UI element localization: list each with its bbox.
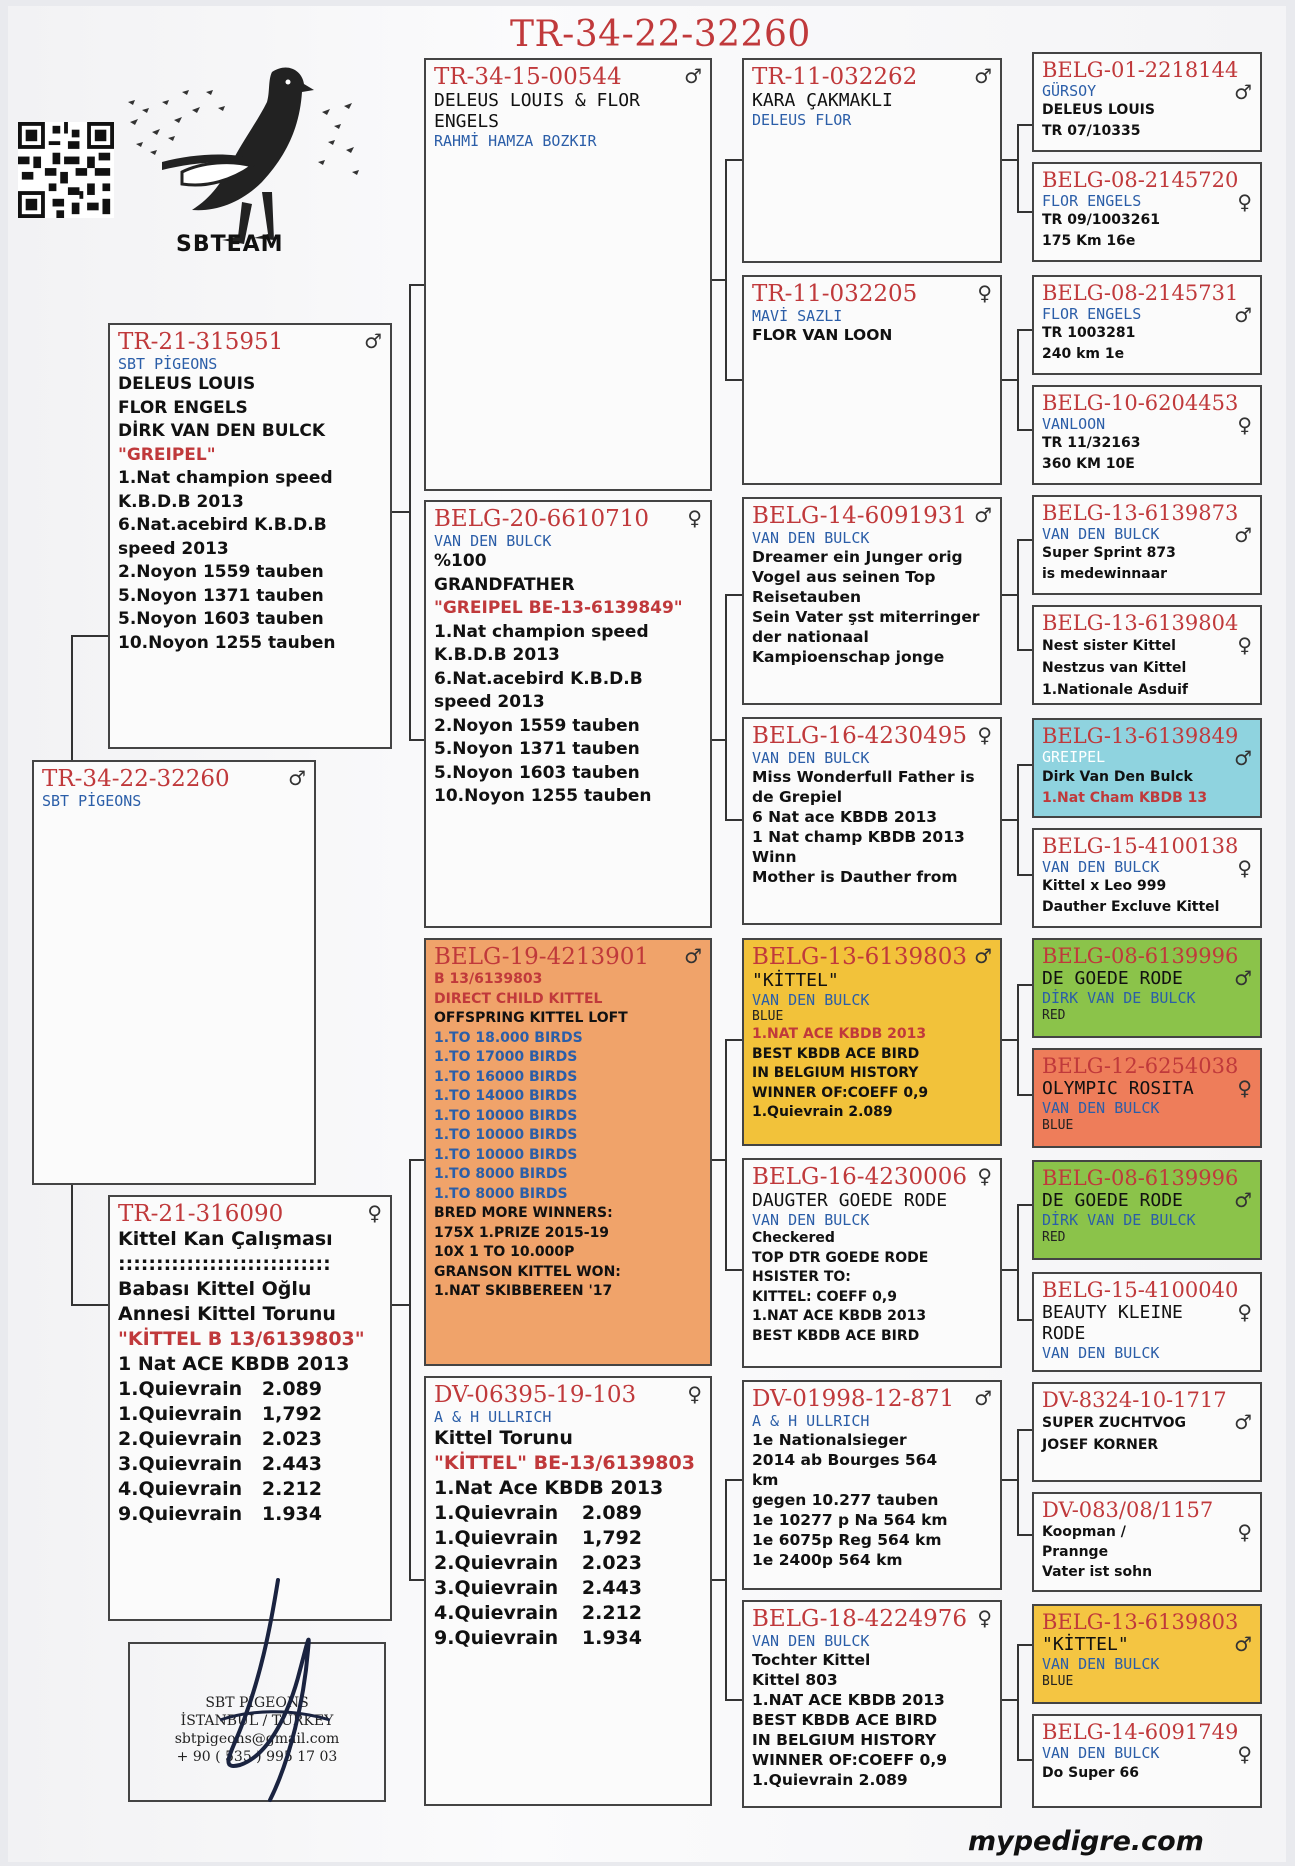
race: 1.Quievrain <box>118 1378 243 1400</box>
g3-owner: DELEUS FLOR <box>752 111 852 129</box>
female-icon: ♀ <box>1237 413 1252 437</box>
g4-ring: BELG-08-2145720 <box>1042 168 1239 192</box>
g4-line: is medewinnaar <box>1042 566 1168 582</box>
coef: 2.089 <box>581 1502 642 1524</box>
g3-color: BLUE <box>752 1009 784 1024</box>
ss-owner: RAHMİ HAMZA BOZKIR <box>434 132 597 150</box>
result-row <box>118 1427 382 1452</box>
g4-ring: BELG-01-2218144 <box>1042 58 1239 82</box>
male-icon: ♂ <box>1234 1632 1252 1656</box>
male-icon: ♂ <box>974 1386 992 1410</box>
g3-card <box>742 1380 1002 1590</box>
g4-line: Vater ist sohn <box>1042 1564 1153 1580</box>
ds-headline: OFFSPRING KITTEL LOFT <box>434 1010 628 1026</box>
g4-owner: VANLOON <box>1042 415 1106 433</box>
female-icon: ♀ <box>1237 633 1252 657</box>
male-icon: ♂ <box>1234 523 1252 547</box>
g4-ring: DV-8324-10-1717 <box>1042 1388 1227 1412</box>
g4-line: Dirk Van Den Bulck <box>1042 769 1193 785</box>
sd-owner: VAN DEN BULCK <box>434 532 552 550</box>
sd-result: 5.Noyon 1603 tauben <box>434 762 640 783</box>
female-icon: ♀ <box>1237 1742 1252 1766</box>
g4-ring: BELG-13-6139873 <box>1042 501 1239 525</box>
g3-line: Sein Vater şst miterringer <box>752 608 980 626</box>
dd-owner: A & H ULLRICH <box>434 1408 552 1426</box>
dam-dam-card <box>424 1376 712 1806</box>
sd-ring: BELG-20-6610710 <box>434 506 650 532</box>
stamp-line: SBT PİGEONS <box>205 1695 309 1711</box>
coef: 2.443 <box>261 1453 322 1475</box>
sd-line: GRANDFATHER <box>434 574 575 595</box>
dam-sire-card <box>424 938 712 1366</box>
dam-line: :::::::::::::::::::::::::::: <box>118 1253 331 1275</box>
g4-card <box>1032 1714 1262 1808</box>
g4-line: 240 km 1e <box>1042 346 1125 362</box>
g3-owner: A & H ULLRICH <box>752 1412 870 1430</box>
g3-card <box>742 275 1002 485</box>
coef: 1,792 <box>581 1527 642 1549</box>
g4-ring: BELG-15-4100138 <box>1042 834 1239 858</box>
g4-card <box>1032 938 1262 1038</box>
result-row <box>434 1601 702 1626</box>
g4-owner: VAN DEN BULCK <box>1042 1344 1160 1362</box>
sire-line: 1.Nat champion speed <box>118 468 333 488</box>
g4-name: DE GOEDE RODE <box>1042 968 1183 989</box>
stamp-line: + 90 ( 535 ) 995 17 03 <box>176 1749 338 1765</box>
sd-result: 6.Nat.acebird K.B.D.B <box>434 668 643 689</box>
ds-tag: DIRECT CHILD KITTEL <box>434 990 603 1007</box>
g4-owner: GREIPEL <box>1042 748 1106 766</box>
g3-name: MAVİ SAZLI <box>752 307 843 325</box>
dd-line: Kittel Torunu <box>434 1427 573 1449</box>
sd-highlight: "GREIPEL BE-13-6139849" <box>434 598 683 618</box>
g3-ring: BELG-13-6139803 <box>752 944 968 970</box>
female-icon: ♀ <box>367 1201 382 1225</box>
g4-line: Nest sister Kittel <box>1042 638 1176 654</box>
result-row <box>118 1502 382 1527</box>
g4-card <box>1032 1048 1262 1148</box>
male-icon: ♂ <box>1234 1188 1252 1212</box>
g4-card <box>1032 1604 1262 1704</box>
sire-line: 5.Noyon 1371 tauben <box>118 585 324 606</box>
g4-ring: BELG-12-6254038 <box>1042 1054 1239 1078</box>
ds-result: 1.TO 17000 BIRDS <box>434 1049 578 1065</box>
g3-line: Tochter Kittel <box>752 1651 871 1669</box>
g3-line: Winn <box>752 848 797 866</box>
g3-owner: VAN DEN BULCK <box>752 1211 870 1229</box>
dam-line: Babası Kittel Oğlu <box>118 1278 312 1300</box>
g3-line: Dreamer ein Junger orig <box>752 548 963 566</box>
g4-line: 1.Nationale Asduif <box>1042 682 1188 698</box>
g4-ring: DV-083/08/1157 <box>1042 1498 1214 1522</box>
g3-ring: BELG-14-6091931 <box>752 503 968 529</box>
g3-owner: VAN DEN BULCK <box>752 991 870 1009</box>
g3-ring: DV-01998-12-871 <box>752 1386 955 1412</box>
dam-line: Kittel Kan Çalışması <box>118 1228 333 1250</box>
male-icon: ♂ <box>1234 1410 1252 1434</box>
g4-line: Prannge <box>1042 1544 1109 1560</box>
g4-card <box>1032 828 1262 928</box>
g4-line: 1.Nat Cham KBDB 13 <box>1042 790 1208 806</box>
g3-card <box>742 717 1002 925</box>
g4-line: Nestzus van Kittel <box>1042 660 1187 676</box>
male-icon: ♂ <box>364 329 382 353</box>
g4-name: DE GOEDE RODE <box>1042 1190 1183 1211</box>
g4-line: SUPER ZUCHTVOG <box>1042 1415 1186 1431</box>
coef: 2.023 <box>261 1428 322 1450</box>
race: 2.Quievrain <box>434 1552 559 1574</box>
g4-line: Koopman / <box>1042 1524 1126 1540</box>
g4-ring: BELG-13-6139803 <box>1042 1610 1239 1634</box>
g4-ring: BELG-08-6139996 <box>1042 944 1239 968</box>
g3-card <box>742 58 1002 263</box>
g4-owner: VAN DEN BULCK <box>1042 525 1160 543</box>
sire-card <box>108 323 392 749</box>
result-row <box>434 1576 702 1601</box>
ds-result: 1.TO 10000 BIRDS <box>434 1107 578 1124</box>
g4-card <box>1032 1160 1262 1260</box>
g3-line: KITTEL: COEFF 0,9 <box>752 1288 897 1305</box>
g4-color: RED <box>1042 1230 1066 1245</box>
sire-line: speed 2013 <box>118 538 229 559</box>
subject-card <box>32 760 316 1185</box>
race: 9.Quievrain <box>118 1503 243 1525</box>
g3-line: Vogel aus seinen Top <box>752 568 936 586</box>
g3-line: Miss Wonderfull Father is <box>752 768 975 786</box>
g3-line: Kittel 803 <box>752 1671 838 1689</box>
footer-site: mypedigre.com <box>968 1826 1204 1857</box>
g3-name: DAUGTER GOEDE RODE <box>752 1190 948 1211</box>
g3-line: 1 Nat champ KBDB 2013 <box>752 828 965 846</box>
g3-line: 6 Nat ace KBDB 2013 <box>752 808 938 826</box>
coef: 2.023 <box>581 1552 642 1574</box>
coef: 1,792 <box>261 1403 322 1425</box>
g3-line: 1e Nationalsieger <box>752 1431 907 1449</box>
ss-breeder: ENGELS <box>434 111 500 132</box>
male-icon: ♂ <box>1234 966 1252 990</box>
g4-owner: VAN DEN BULCK <box>1042 1744 1160 1762</box>
sire-line: K.B.D.B 2013 <box>118 491 244 512</box>
g3-name: "KİTTEL" <box>752 970 839 991</box>
g3-name: KARA ÇAKMAKLI <box>752 90 893 111</box>
g4-card <box>1032 1382 1262 1482</box>
race: 9.Quievrain <box>434 1627 559 1649</box>
g3-line: 1.NAT ACE KBDB 2013 <box>752 1308 927 1324</box>
g4-ring: BELG-08-6139996 <box>1042 1166 1239 1190</box>
coef: 2.443 <box>581 1577 642 1599</box>
sire-line: 5.Noyon 1603 tauben <box>118 609 324 629</box>
g4-name: "KİTTEL" <box>1042 1634 1129 1655</box>
coef: 2.212 <box>261 1478 322 1500</box>
g3-line: Kampioenschap jonge <box>752 648 945 666</box>
g3-line: 1.Quievrain 2.089 <box>752 1104 893 1120</box>
g4-card <box>1032 1272 1262 1372</box>
female-icon: ♀ <box>1237 1520 1252 1544</box>
ds-result: 1.TO 10000 BIRDS <box>434 1146 578 1163</box>
g3-line: HSISTER TO: <box>752 1269 851 1285</box>
ss-breeder: DELEUS LOUIS & FLOR <box>434 90 640 111</box>
dam-card <box>108 1195 392 1621</box>
result-row <box>434 1501 702 1526</box>
female-icon: ♀ <box>977 723 992 747</box>
g3-line: 1e 10277 p Na 564 km <box>752 1511 948 1529</box>
female-icon: ♀ <box>977 281 992 305</box>
g4-line: TR 09/1003261 <box>1042 212 1160 228</box>
g3-line: der nationaal <box>752 628 869 646</box>
g4-card <box>1032 1492 1262 1592</box>
ds-result: 1.TO 10000 BIRDS <box>434 1127 578 1143</box>
dam-line: "KİTTEL B 13/6139803" <box>118 1328 365 1350</box>
result-row <box>434 1626 702 1651</box>
race: 2.Quievrain <box>118 1428 243 1450</box>
ds-result: 1.TO 8000 BIRDS <box>434 1185 568 1202</box>
g3-line: Checkered <box>752 1230 835 1246</box>
logo-text: SBTEAM <box>176 232 284 257</box>
g4-line: Do Super 66 <box>1042 1765 1139 1781</box>
g4-card <box>1032 275 1262 375</box>
ss-ring: TR-34-15-00544 <box>434 64 622 90</box>
male-icon: ♂ <box>288 766 306 790</box>
race: 3.Quievrain <box>434 1577 559 1599</box>
g3-line: FLOR VAN LOON <box>752 326 893 344</box>
race: 4.Quievrain <box>118 1478 243 1500</box>
g4-owner: VAN DEN BULCK <box>1042 1099 1160 1117</box>
g3-ring: BELG-16-4230495 <box>752 723 968 749</box>
coef: 1.934 <box>261 1503 322 1525</box>
ds-result: 1.TO 14000 BIRDS <box>434 1088 578 1104</box>
sire-line: DELEUS LOUIS <box>118 374 256 394</box>
g3-line: IN BELGIUM HISTORY <box>752 1731 937 1749</box>
g3-card <box>742 938 1002 1146</box>
g4-line: 175 Km 16e <box>1042 233 1136 249</box>
g4-color: RED <box>1042 1008 1066 1023</box>
result-row <box>118 1452 382 1477</box>
sd-result: K.B.D.B 2013 <box>434 645 560 665</box>
g4-line: JOSEF KORNER <box>1042 1437 1159 1453</box>
female-icon: ♀ <box>1237 190 1252 214</box>
sd-result: speed 2013 <box>434 692 545 712</box>
g3-line: BEST KBDB ACE BIRD <box>752 1045 920 1062</box>
g4-owner: VAN DEN BULCK <box>1042 1655 1160 1673</box>
g4-ring: BELG-10-6204453 <box>1042 391 1239 415</box>
ds-ring: BELG-19-4213901 <box>434 944 650 970</box>
race: 1.Quievrain <box>118 1403 243 1425</box>
g3-line: WINNER OF:COEFF 0,9 <box>752 1751 948 1769</box>
g4-line: TR 1003281 <box>1042 325 1136 341</box>
sire-line: 6.Nat.acebird K.B.D.B <box>118 515 327 535</box>
g3-line: WINNER OF:COEFF 0,9 <box>752 1084 929 1101</box>
g4-ring: BELG-13-6139804 <box>1042 611 1239 635</box>
sire-dam-card <box>424 500 712 928</box>
g3-ring: TR-11-032205 <box>752 281 918 307</box>
dam-line: Annesi Kittel Torunu <box>118 1303 336 1325</box>
ds-line: BRED MORE WINNERS: <box>434 1205 613 1221</box>
ds-line: GRANSON KITTEL WON: <box>434 1263 621 1280</box>
g4-card <box>1032 162 1262 262</box>
race: 1.Quievrain <box>434 1502 559 1524</box>
g4-line: 360 KM 10E <box>1042 456 1135 472</box>
g4-line: Dauther Excluve Kittel <box>1042 899 1220 915</box>
g3-line: BEST KBDB ACE BIRD <box>752 1327 920 1344</box>
g4-ring: BELG-08-2145731 <box>1042 281 1239 305</box>
g4-line: TR 07/10335 <box>1042 123 1141 139</box>
male-icon: ♂ <box>974 64 992 88</box>
sd-result: 1.Nat champion speed <box>434 621 649 642</box>
g3-line: 1.Quievrain 2.089 <box>752 1771 908 1789</box>
result-row <box>434 1551 702 1576</box>
g3-line: 2014 ab Bourges 564 <box>752 1451 938 1469</box>
g3-card <box>742 1158 1002 1368</box>
sd-result: 5.Noyon 1371 tauben <box>434 739 640 759</box>
g4-line: TR 11/32163 <box>1042 435 1141 451</box>
male-icon: ♂ <box>1234 303 1252 327</box>
signature-icon <box>200 1570 360 1810</box>
g4-owner: FLOR ENGELS <box>1042 192 1142 210</box>
g3-line: Mother is Dauther from <box>752 868 958 886</box>
ds-sub: B 13/6139803 <box>434 971 543 987</box>
g3-ring: BELG-18-4224976 <box>752 1606 968 1632</box>
g3-line: 1.NAT ACE KBDB 2013 <box>752 1691 945 1709</box>
g3-line: 1e 6075p Reg 564 km <box>752 1531 942 1549</box>
dd-ring: DV-06395-19-103 <box>434 1382 637 1408</box>
dd-ace: 1.Nat Ace KBDB 2013 <box>434 1477 664 1499</box>
ds-line: 10X 1 TO 10.000P <box>434 1244 575 1260</box>
sd-result: 10.Noyon 1255 tauben <box>434 786 652 806</box>
ds-result: 1.TO 8000 BIRDS <box>434 1166 568 1182</box>
male-icon: ♂ <box>684 944 702 968</box>
subject-owner: SBT PİGEONS <box>42 792 142 810</box>
ds-result: 1.TO 16000 BIRDS <box>434 1068 578 1085</box>
female-icon: ♀ <box>1237 1300 1252 1324</box>
g4-ring: BELG-14-6091749 <box>1042 1720 1239 1744</box>
result-row <box>118 1377 382 1402</box>
g3-line: 1e 2400p 564 km <box>752 1551 903 1569</box>
sd-result: 2.Noyon 1559 tauben <box>434 715 640 736</box>
g3-line: Reisetauben <box>752 588 862 606</box>
g3-line: IN BELGIUM HISTORY <box>752 1065 919 1081</box>
g3-line: de Grepiel <box>752 788 843 806</box>
g4-color: BLUE <box>1042 1118 1074 1133</box>
g3-line: TOP DTR GOEDE RODE <box>752 1249 929 1266</box>
qr-code-icon <box>18 122 114 218</box>
stamp-line: sbtpigeons@gmail.com <box>174 1731 340 1747</box>
g4-card <box>1032 495 1262 595</box>
g4-card <box>1032 385 1262 485</box>
male-icon: ♂ <box>974 944 992 968</box>
g4-owner: DİRK VAN DE BULCK <box>1042 1211 1196 1229</box>
subject-ring: TR-34-22-32260 <box>42 766 230 792</box>
g4-line: DELEUS LOUIS <box>1042 102 1155 118</box>
sire-sire-card <box>424 58 712 491</box>
female-icon: ♀ <box>687 506 702 530</box>
g3-line: 1.NAT ACE KBDB 2013 <box>752 1026 927 1042</box>
male-icon: ♂ <box>1234 746 1252 770</box>
g3-line: BEST KBDB ACE BIRD <box>752 1711 938 1729</box>
female-icon: ♀ <box>977 1606 992 1630</box>
female-icon: ♀ <box>977 1164 992 1188</box>
sire-line: 10.Noyon 1255 tauben <box>118 632 336 653</box>
female-icon: ♀ <box>687 1382 702 1406</box>
g4-owner: GÜRSOY <box>1042 82 1097 100</box>
sire-line: FLOR ENGELS <box>118 397 248 418</box>
g4-card <box>1032 605 1262 705</box>
g3-owner: VAN DEN BULCK <box>752 749 870 767</box>
g4-owner: FLOR ENGELS <box>1042 305 1142 323</box>
g3-card <box>742 497 1002 705</box>
coef: 2.212 <box>581 1602 642 1624</box>
g4-card <box>1032 718 1262 818</box>
ds-line: 1.NAT SKIBBEREEN '17 <box>434 1283 613 1299</box>
ds-line: 175X 1.PRIZE 2015-19 <box>434 1224 610 1241</box>
g4-ring: BELG-15-4100040 <box>1042 1278 1239 1302</box>
g3-owner: VAN DEN BULCK <box>752 529 870 547</box>
g4-owner: VAN DEN BULCK <box>1042 858 1160 876</box>
sire-owner: SBT PİGEONS <box>118 355 218 373</box>
stamp-line: İSTANBUL / TURKEY <box>180 1713 334 1729</box>
dam-ring: TR-21-316090 <box>118 1201 284 1227</box>
ds-result: 1.TO 18.000 BIRDS <box>434 1029 583 1046</box>
result-row <box>118 1477 382 1502</box>
g3-card <box>742 1600 1002 1808</box>
sire-ring: TR-21-315951 <box>118 329 284 355</box>
g4-line: Super Sprint 873 <box>1042 545 1176 561</box>
g4-owner: DİRK VAN DE BULCK <box>1042 989 1196 1007</box>
male-icon: ♂ <box>684 64 702 88</box>
g4-ring: BELG-13-6139849 <box>1042 724 1239 748</box>
sire-line: DİRK VAN DEN BULCK <box>118 421 326 441</box>
pedigree-title: TR-34-22-32260 <box>510 14 811 55</box>
g4-card <box>1032 52 1262 152</box>
g3-line: gegen 10.277 tauben <box>752 1491 939 1509</box>
race: 1.Quievrain <box>434 1527 559 1549</box>
result-row <box>118 1402 382 1427</box>
race: 4.Quievrain <box>434 1602 559 1624</box>
g4-name: BEAUTY KLEINE RODE <box>1042 1302 1183 1344</box>
result-row <box>434 1526 702 1551</box>
g3-line: km <box>752 1471 779 1489</box>
male-icon: ♂ <box>1234 80 1252 104</box>
dd-highlight: "KİTTEL" BE-13/6139803 <box>434 1452 695 1474</box>
female-icon: ♀ <box>1237 856 1252 880</box>
female-icon: ♀ <box>1237 1076 1252 1100</box>
g4-name: OLYMPIC ROSITA <box>1042 1078 1194 1099</box>
g4-color: BLUE <box>1042 1674 1074 1689</box>
sd-line: %100 <box>434 551 487 571</box>
sire-line: 2.Noyon 1559 tauben <box>118 562 324 582</box>
coef: 2.089 <box>261 1378 322 1400</box>
dam-line: 1 Nat ACE KBDB 2013 <box>118 1353 350 1375</box>
g3-ring: BELG-16-4230006 <box>752 1164 968 1190</box>
g3-owner: VAN DEN BULCK <box>752 1632 870 1650</box>
race: 3.Quievrain <box>118 1453 243 1475</box>
male-icon: ♂ <box>974 503 992 527</box>
g4-line: Kittel x Leo 999 <box>1042 878 1167 894</box>
g3-ring: TR-11-032262 <box>752 64 918 90</box>
sire-line: "GREIPEL" <box>118 444 216 465</box>
coef: 1.934 <box>581 1627 642 1649</box>
